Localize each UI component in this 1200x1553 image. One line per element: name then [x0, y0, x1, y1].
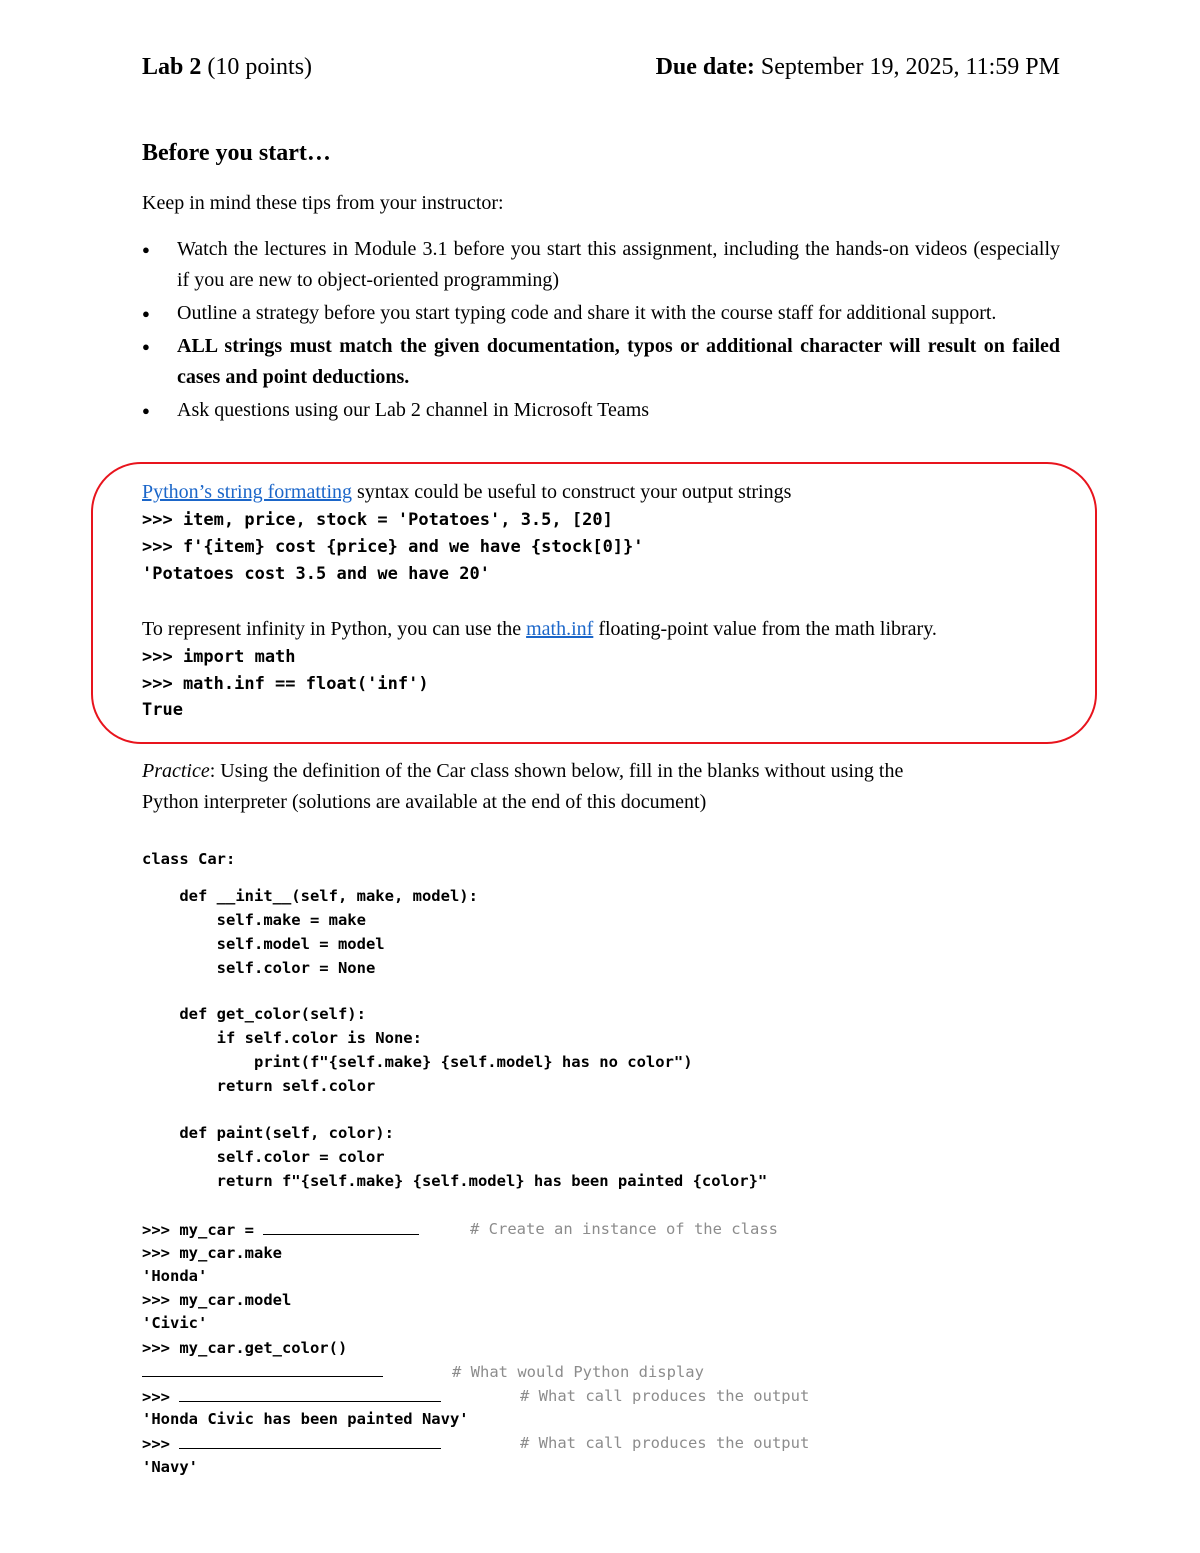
answer-blank[interactable]: [179, 1387, 441, 1402]
string-formatting-link[interactable]: Python’s string formatting: [142, 481, 352, 503]
lab-title: Lab 2 (10 points): [142, 54, 313, 80]
code-comment: # What would Python display: [452, 1363, 704, 1381]
class-code-line: def __init__(self, make, model):: [142, 887, 478, 905]
formatting-paragraph: Python’s string formatting syntax could be useful to construct your output strings: [142, 481, 792, 503]
exercise-line: >>> my_car =: [142, 1220, 419, 1239]
code-line: True: [142, 700, 183, 720]
due-date: Due date: September 19, 2025, 11:59 PM: [655, 54, 1060, 80]
infinity-paragraph: To represent infinity in Python, you can use the math.inf floating-point value from the math library.: [142, 618, 937, 640]
class-code-line: return f"{self.make} {self.model} has been painted {color}": [142, 1172, 768, 1190]
code-line: >>> item, price, stock = 'Potatoes', 3.5, [20]: [142, 510, 613, 530]
class-code-line: return self.color: [142, 1077, 376, 1095]
callout-box: [91, 462, 1097, 744]
answer-blank[interactable]: [179, 1434, 441, 1449]
tips-list: [142, 234, 1060, 428]
practice-paragraph-2: Python interpreter (solutions are available at the end of this document): [142, 791, 707, 813]
class-code-line: if self.color is None:: [142, 1029, 422, 1047]
exercise-line: 'Navy': [142, 1458, 198, 1476]
class-code-line: def get_color(self):: [142, 1005, 366, 1023]
class-code-line: self.color = color: [142, 1148, 385, 1166]
exercise-line: 'Honda': [142, 1267, 208, 1285]
exercise-line: >>> my_car.get_color(): [142, 1339, 348, 1357]
tip-item: ● Watch the lectures in Module 3.1 before you start this assignment, including the hands-on videos (especially if you are new to object-oriented programming): [142, 234, 1060, 296]
code-line: >>> math.inf == float('inf'): [142, 674, 429, 694]
class-code-line: self.color = None: [142, 959, 376, 977]
exercise-line: >>>: [142, 1387, 441, 1406]
code-comment: # Create an instance of the class: [470, 1220, 778, 1238]
class-code-line: self.model = model: [142, 935, 385, 953]
section-heading: Before you start…: [142, 140, 331, 166]
code-comment: # What call produces the output: [520, 1434, 810, 1452]
class-code-line: self.make = make: [142, 911, 366, 929]
math-inf-link[interactable]: math.inf: [526, 618, 594, 640]
exercise-line: >>> my_car.model: [142, 1291, 292, 1309]
exercise-line: [142, 1362, 383, 1382]
answer-blank[interactable]: [263, 1220, 419, 1235]
tip-item: ● Ask questions using our Lab 2 channel in Microsoft Teams: [142, 395, 1060, 426]
answer-blank[interactable]: [142, 1362, 383, 1377]
exercise-line: >>>: [142, 1434, 441, 1453]
code-comment: # What call produces the output: [520, 1387, 810, 1405]
class-code-line: print(f"{self.make} {self.model} has no color"): [142, 1053, 693, 1071]
code-line: >>> import math: [142, 647, 296, 667]
tip-item: ● Outline a strategy before you start typing code and share it with the course staff for additional support.: [142, 298, 1060, 329]
class-code-line: class Car:: [142, 850, 236, 868]
tip-item: ● ALL strings must match the given documentation, typos or additional character will result on failed cases and point deductions.: [142, 331, 1060, 393]
code-line: 'Potatoes cost 3.5 and we have 20': [142, 564, 490, 584]
title-row: [142, 54, 1060, 88]
exercise-line: >>> my_car.make: [142, 1244, 282, 1262]
exercise-line: 'Honda Civic has been painted Navy': [142, 1410, 469, 1428]
code-line: >>> f'{item} cost {price} and we have {stock[0]}': [142, 537, 644, 557]
practice-paragraph: Practice: Using the definition of the Car class shown below, fill in the blanks without using the: [142, 760, 904, 782]
class-code-line: def paint(self, color):: [142, 1124, 394, 1142]
tips-intro: Keep in mind these tips from your instructor:: [142, 192, 504, 214]
exercise-line: 'Civic': [142, 1314, 208, 1332]
